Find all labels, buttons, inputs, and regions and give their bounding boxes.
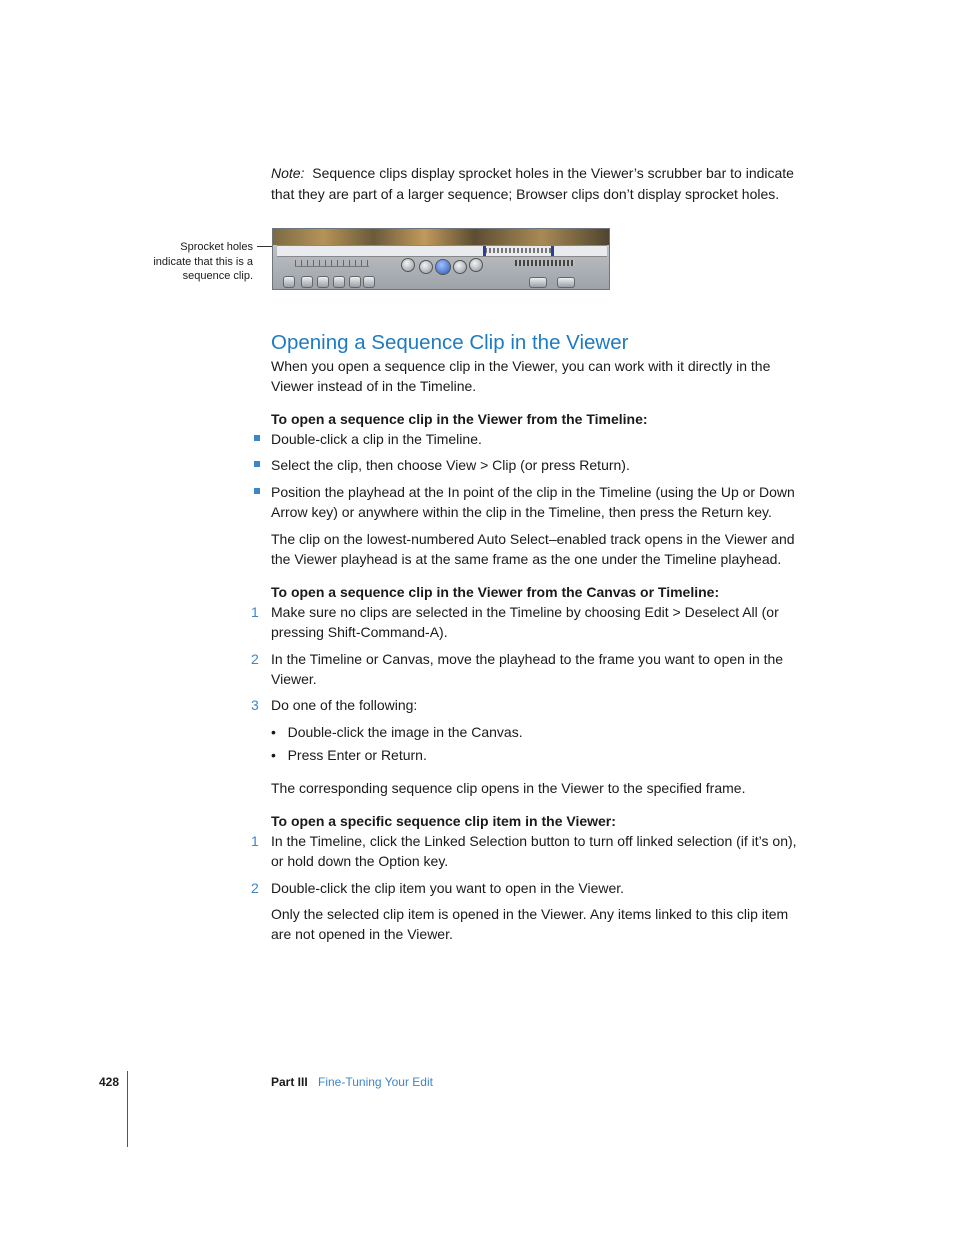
sub-item-1-text: Double-click the image in the Canvas.: [287, 724, 523, 740]
bullet-1-icon: [254, 435, 260, 441]
footer-chapter-title: Fine-Tuning Your Edit: [318, 1075, 433, 1089]
recent-clips-icon: [557, 277, 575, 288]
task-1-followup: [271, 529, 831, 569]
sub-item-2: [271, 745, 427, 765]
note-paragraph: [271, 163, 831, 204]
callout-line-3: sequence clip.: [182, 270, 253, 282]
task-1-followup-line-1: The clip on the lowest-numbered Auto Select–enabled track opens in the Viewer and: [271, 531, 795, 547]
footer-part-label: Part III: [271, 1075, 308, 1089]
viewer-scrubber-image: [272, 228, 610, 290]
in-point-marker: [483, 246, 486, 256]
intro-paragraph: [271, 356, 831, 396]
sub-item-1-dot: •: [271, 724, 276, 740]
section-heading: Opening a Sequence Clip in the Viewer: [271, 331, 629, 354]
insert-icon: [283, 276, 295, 288]
previous-edit-icon: [401, 258, 415, 272]
task-3-followup: [271, 904, 831, 944]
bullet-2-icon: [254, 461, 260, 467]
callout-line-2: indicate that this is a: [153, 255, 253, 268]
note-label: Note:: [271, 165, 305, 181]
jog-control: [515, 260, 575, 266]
task-2-step-3-line-1: Do one of the following:: [271, 697, 418, 713]
task-3-step-1-number: 1: [251, 833, 259, 849]
task-3-followup-line-1: Only the selected clip item is opened in the Viewer. Any items linked to this clip item: [271, 906, 789, 922]
callout-leader-line: [257, 246, 273, 247]
intro-line-1: When you open a sequence clip in the Viewer, you can work with it directly in the: [271, 358, 771, 374]
bullet-1-line-1: Double-click a clip in the Timeline.: [271, 431, 482, 447]
footer-divider: [127, 1071, 128, 1147]
overwrite-icon: [301, 276, 313, 288]
video-frame-strip: [273, 229, 609, 245]
task-2-followup: The corresponding sequence clip opens in the Viewer to the specified frame.: [271, 780, 746, 796]
sprocket-holes: [485, 248, 553, 253]
bullet-3-line-2: Arrow key) or anywhere within the clip in the Timeline, then press the Return key.: [271, 504, 772, 520]
task-1-bullet-1: [271, 429, 831, 449]
task-2-step-2: [271, 649, 831, 689]
note-line-1: Sequence clips display sprocket holes in the Viewer’s scrubber bar to indicate: [312, 165, 794, 181]
add-keyframe-icon: [349, 276, 361, 288]
figure-callout: [140, 240, 253, 284]
task-2-step-3-number: 3: [251, 697, 259, 713]
task-3-step-2-number: 2: [251, 880, 259, 896]
task-1-bullet-2: [271, 455, 831, 475]
task-1-followup-line-2: the Viewer playhead is at the same frame as the one under the Timeline playhead.: [271, 551, 782, 567]
task-2-step-2-number: 2: [251, 651, 259, 667]
task-3-step-1: [271, 831, 831, 871]
match-frame-icon: [317, 276, 329, 288]
task-2-step-3: [271, 695, 831, 715]
sub-item-2-dot: •: [271, 747, 276, 763]
task-3-step-2-line-1: Double-click the clip item you want to open in the Viewer.: [271, 880, 625, 896]
task-3-step-1-line-2: or hold down the Option key.: [271, 853, 449, 869]
note-line-2: that they are part of a larger sequence; Browser clips don’t display sprocket holes.: [271, 186, 780, 202]
sub-item-1: [271, 722, 523, 742]
page-number: 428: [99, 1075, 120, 1089]
play-in-to-out-icon: [419, 260, 433, 274]
task-2-step-2-line-1: In the Timeline or Canvas, move the playhead to the frame you want to open in the: [271, 651, 784, 667]
task-1-title: To open a sequence clip in the Viewer from the Timeline:: [271, 411, 648, 427]
sub-item-2-text: Press Enter or Return.: [287, 747, 427, 763]
task-2-step-1: [271, 602, 831, 642]
shuttle-control: [295, 260, 369, 267]
play-icon: [435, 259, 451, 275]
play-around-icon: [453, 260, 467, 274]
callout-line-1: Sprocket holes: [180, 241, 253, 253]
next-edit-icon: [469, 258, 483, 272]
mark-in-icon: [363, 276, 375, 288]
scrubber-bar: [277, 245, 607, 257]
bullet-3-line-1: Position the playhead at the In point of the clip in the Timeline (using the Up or Down: [271, 484, 795, 500]
task-2-step-2-line-2: Viewer.: [271, 671, 317, 687]
task-3-followup-line-2: are not opened in the Viewer.: [271, 926, 453, 942]
task-2-step-1-line-2: pressing Shift-Command-A).: [271, 624, 448, 640]
task-2-step-1-number: 1: [251, 604, 259, 620]
task-3-step-1-line-1: In the Timeline, click the Linked Selection button to turn off linked selection (if it’s on),: [271, 833, 797, 849]
task-3-step-2: [271, 878, 831, 898]
bullet-2-line-1: Select the clip, then choose View > Clip (or press Return).: [271, 457, 630, 473]
task-1-bullet-3: [271, 482, 831, 522]
generator-icon: [529, 277, 547, 288]
mark-clip-icon: [333, 276, 345, 288]
intro-line-2: Viewer instead of in the Timeline.: [271, 378, 477, 394]
task-2-step-1-line-1: Make sure no clips are selected in the Timeline by choosing Edit > Deselect All (or: [271, 604, 779, 620]
task-3-title: To open a specific sequence clip item in the Viewer:: [271, 813, 616, 829]
out-point-marker: [551, 246, 554, 256]
task-2-title: To open a sequence clip in the Viewer from the Canvas or Timeline:: [271, 584, 720, 600]
bullet-3-icon: [254, 488, 260, 494]
